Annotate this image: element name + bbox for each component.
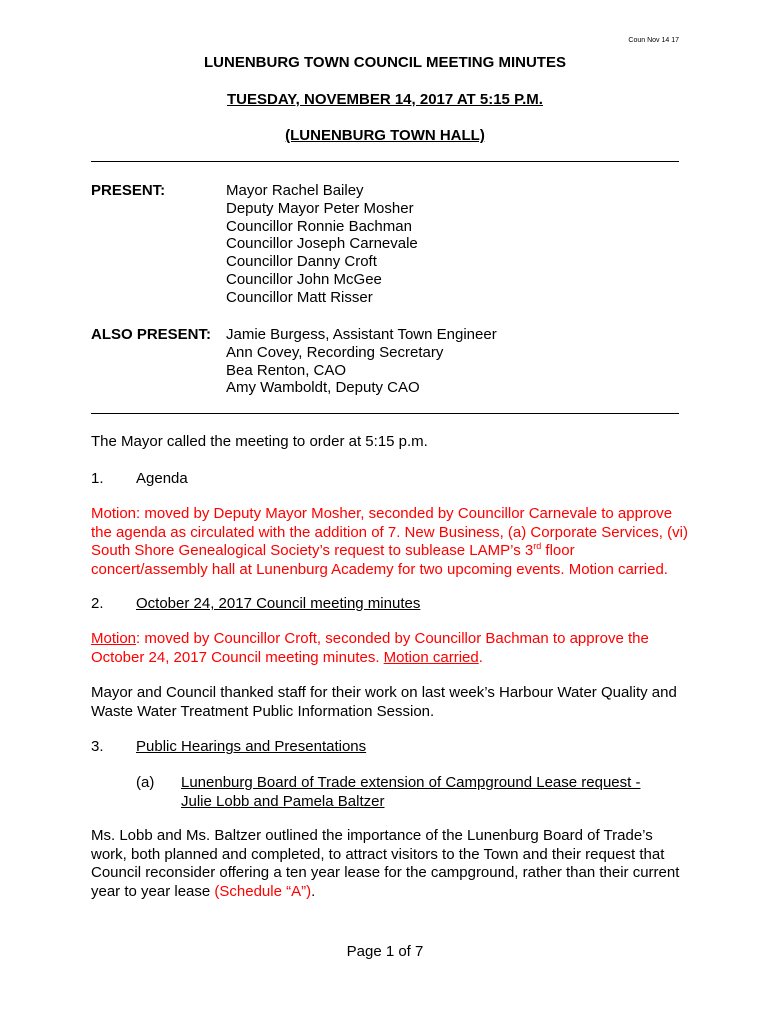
divider-bottom	[91, 413, 679, 414]
item-2-motion	[91, 630, 691, 667]
motion-end: .	[478, 648, 483, 666]
present-name: Councillor Ronnie Bachman	[226, 217, 412, 235]
present-name: Councillor Danny Croft	[226, 253, 377, 271]
item-2-thanks: Mayor and Council thanked staff for their work on last week’s Harbour Water Quality and Waste Water Treatment Public Information Session.	[91, 684, 677, 720]
present-name: Councillor John McGee	[226, 270, 382, 288]
present-name: Mayor Rachel Bailey	[226, 182, 364, 199]
item-2-heading: October 24, 2017 Council meeting minutes	[136, 595, 421, 612]
present-name: Councillor Joseph Carnevale	[226, 235, 418, 253]
body-text: Ms. Lobb and Ms. Baltzer outlined the importance of the Lunenburg Board of Trade’s work, both planned and completed, to attract visitors to the Town and their request that Council reconsider offering a ten year lease for the campground, rather than their current year to year lease	[91, 827, 680, 900]
present-name: Councillor Matt Risser	[226, 288, 373, 306]
item-3a-heading-line: Julie Lobb and Pamela Baltzer	[181, 792, 385, 810]
ordinal-suffix: rd	[533, 541, 542, 551]
motion-text-end: floor concert/assembly hall at Lunenburg Academy for two upcoming events. Motion carried.	[91, 542, 668, 578]
body-end: .	[311, 882, 316, 900]
item-3-heading: Public Hearings and Presentations	[136, 738, 367, 755]
item-1-heading: Agenda	[136, 470, 188, 487]
item-3a-letter: (a)	[136, 774, 155, 791]
page-number: Page 1 of 7	[346, 943, 424, 960]
item-3a-heading	[181, 774, 640, 811]
also-present-name: Jamie Burgess, Assistant Town Engineer	[226, 326, 497, 343]
item-2-number: 2.	[91, 595, 104, 612]
motion-text: Motion: moved by Deputy Mayor Mosher, seconded by Councillor Carnevale to approve the agenda as circulated with the addition of 7. New Business, (a) Corporate Services, (vi) South Shore Genealogical Society’s request to sublease LAMP’s 3	[91, 505, 688, 559]
item-3a-heading-line: Lunenburg Board of Trade extension of Campground Lease request -	[181, 774, 641, 791]
also-present-name: Ann Covey, Recording Secretary	[226, 343, 444, 361]
present-name: Deputy Mayor Peter Mosher	[226, 199, 414, 217]
present-list	[226, 182, 418, 307]
document-title: LUNENBURG TOWN COUNCIL MEETING MINUTES	[204, 54, 566, 71]
present-label: PRESENT:	[91, 182, 166, 199]
also-present-label: ALSO PRESENT:	[91, 326, 212, 343]
meeting-location: (LUNENBURG TOWN HALL)	[285, 127, 485, 144]
call-to-order: The Mayor called the meeting to order at 5:15 p.m.	[91, 433, 428, 450]
header-note: Coun Nov 14 17	[628, 37, 679, 44]
divider-top	[91, 161, 679, 162]
meeting-date: TUESDAY, NOVEMBER 14, 2017 AT 5:15 P.M.	[227, 91, 543, 108]
also-present-name: Bea Renton, CAO	[226, 361, 347, 379]
motion-text: : moved by Councillor Croft, seconded by Councillor Bachman to approve the October 24, 2017 Council meeting minutes.	[91, 630, 649, 666]
motion-label: Motion	[91, 630, 137, 647]
also-present-name: Amy Wamboldt, Deputy CAO	[226, 379, 420, 397]
also-present-list	[226, 326, 497, 397]
schedule-reference: (Schedule “A”)	[214, 882, 312, 900]
item-3-number: 3.	[91, 738, 104, 755]
item-1-motion	[91, 505, 691, 579]
motion-carried: Motion carried	[383, 648, 479, 666]
item-3a-body	[91, 827, 691, 901]
item-1-number: 1.	[91, 470, 104, 487]
